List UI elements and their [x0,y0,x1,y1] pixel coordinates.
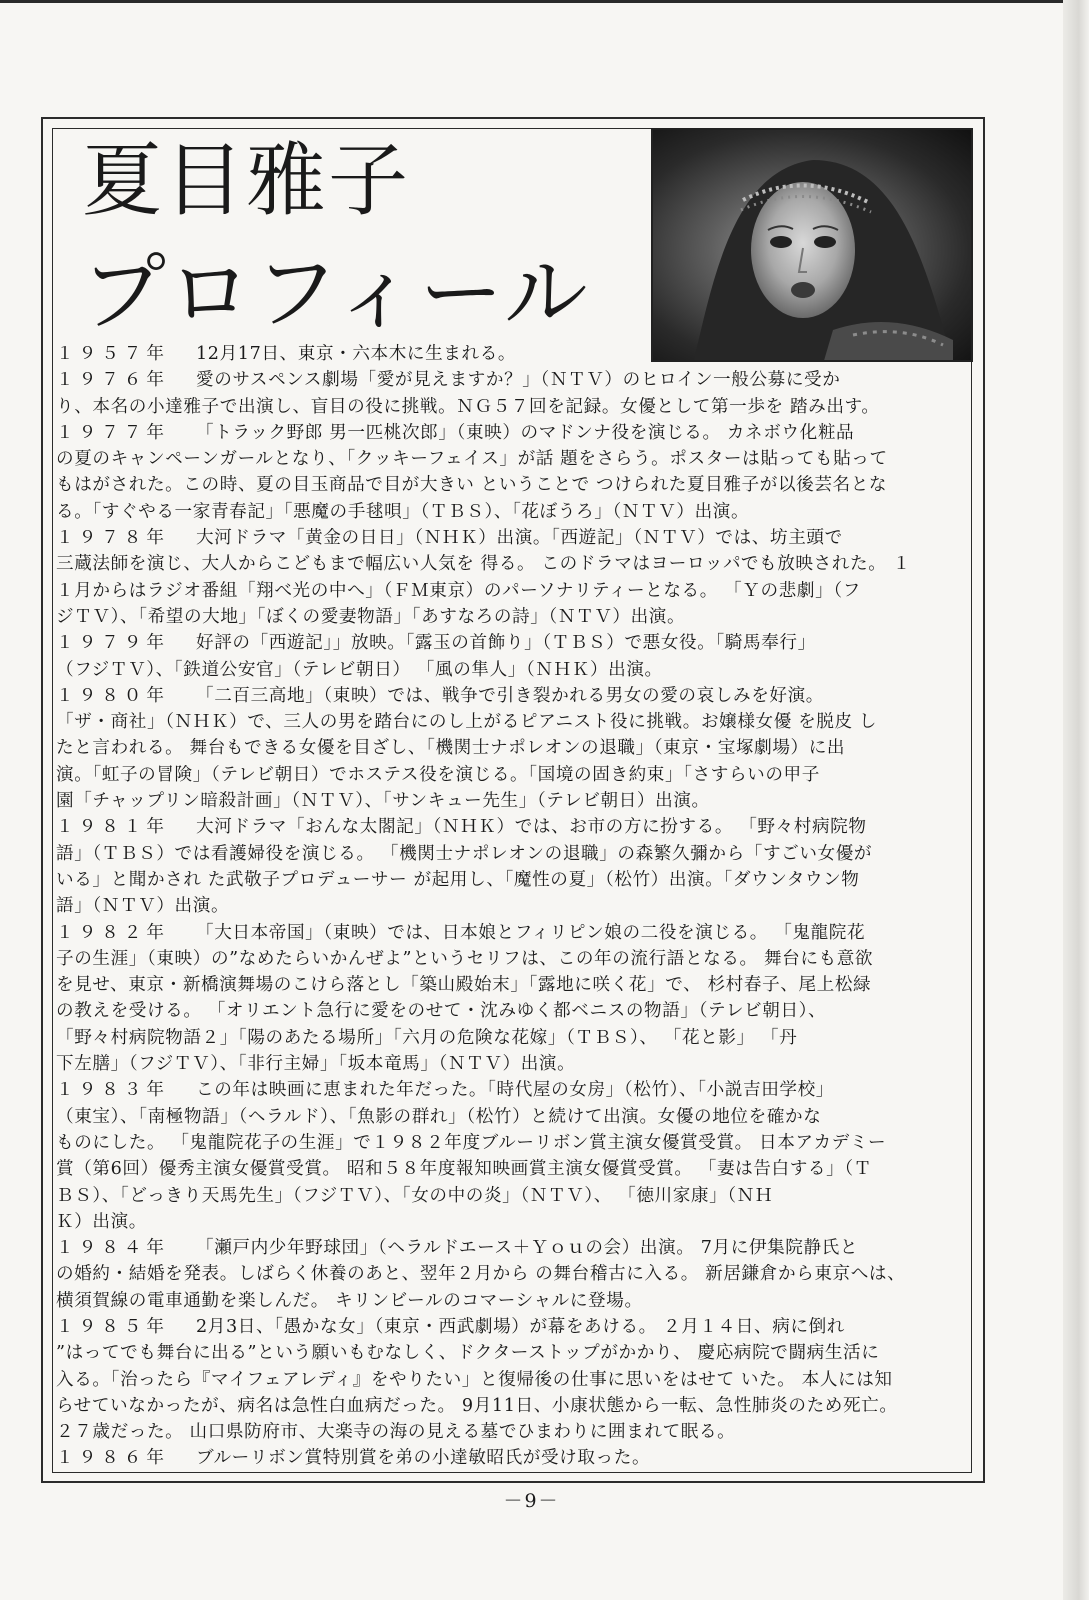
entry-line [56,657,968,683]
entry-line [56,1183,968,1209]
entry-text: たと言われる。 舞台もできる女優を目ざし、「機関士ナポレオンの退職」（東京・宝塚劇場）に出 [56,738,846,759]
entry-text: （フジＴＶ）、「鉄道公安官」（テレビ朝日） 「風の隼人」（ＮＨＫ）出演。 [56,659,663,680]
entry-first-line [56,1235,968,1261]
entry-line [56,998,968,1024]
entry-text: 入る。「治ったら『マイフェアレディ』をやりたい」と復帰後の仕事に思いをはせて いた。 本人には知 [56,1369,893,1390]
entry-text: を見せ、東京・新橋演舞場のこけら落とし「築山殿始末」「露地に咲く花」で、 杉村春子、尾上松緑 [56,975,872,996]
entry-year: １９８１年 [56,817,169,838]
profile-body [56,341,968,1472]
entry-text: 「野々村病院物語２」「陽のあたる場所」「六月の危険な花嫁」（ＴＢＳ）、 「花と影」 「丹 [56,1027,798,1048]
entry-line [56,946,968,972]
entry-text: 「瀬戸内少年野球団」（ヘラルドエース＋Ｙｏｕの会）出演。 7月に伊集院静氏と [196,1238,859,1259]
entry-text: 2月3日、「愚かな女」（東京・西武劇場）が幕をあける。 ２月１４日、病に倒れ [196,1316,845,1337]
entry-first-line [56,630,968,656]
entry-line [56,499,968,525]
entry-text: 「大日本帝国」（東映）では、日本娘とフィリピン娘の二役を演じる。 「鬼龍院花 [196,922,866,943]
entry-line [56,1156,968,1182]
entry-text: Ｋ）出演。 [56,1211,147,1232]
entry-line [56,472,968,498]
entry-first-line [56,1077,968,1103]
entry-text: らせていなかったが、病名は急性白血病だった。 9月11日、小康状態から一転、急性肺炎のため死亡。 [56,1395,898,1416]
entry-text: 賞（第6回）優秀主演女優賞受賞。 昭和５８年度報知映画賞主演女優賞受賞。 「妻は告白する」（Ｔ [56,1159,872,1180]
entry-line [56,893,968,919]
entry-text: 語」（ＴＢＳ）では看護婦役を演じる。 「機関士ナポレオンの退職」の森繁久彌から「すごい女優が [56,843,873,864]
entry-year: １９７８年 [56,528,169,549]
entry-text: 「ザ・商社」（ＮＨＫ）で、三人の男を踏台にのし上がるピアニスト役に挑戦。お嬢様女優 を脱皮 し [56,712,878,733]
entry-line [56,788,968,814]
entry-text: ものにした。 「鬼龍院花子の生涯」で１９８２年度ブルーリボン賞主演女優賞受賞。 日本アカデミー [56,1132,887,1153]
entry-text: 「二百三高地」（東映）では、戦争で引き裂かれる男女の愛の哀しみを好演。 [196,685,824,706]
entry-line [56,1104,968,1130]
entry-text: もはがされた。この時、夏の目玉商品で目が大きい ということで つけられた夏目雅子が以後芸名とな [56,475,888,496]
title-line-2: プロフィール [82,244,590,342]
entry-text: この年は映画に恵まれた年だった。「時代屋の女房」（松竹）、「小説吉田学校」 [196,1080,834,1101]
entry-text: （東宝）、「南極物語」（ヘラルド）、「魚影の群れ」（松竹）と続けて出演。女優の地位を確かな [56,1106,822,1127]
top-rule [0,0,1063,3]
entry-line [56,1261,968,1287]
entry-text: り、本名の小達雅子で出演し、盲目の役に挑戦。ＮＧ５７回を記録。女優として第一歩を 踏み出す。 [56,396,880,417]
entry-text: の教えを受ける。 「オリエント急行に愛をのせて・沈みゆく都ベニスの物語」（テレビ朝日）、 [56,1001,827,1022]
entry-text: 演。「虹子の冒険」（テレビ朝日）でホステス役を演じる。「国境の固き約束」「さすらいの甲子 [56,764,820,785]
entry-text: ２７歳だった。 山口県防府市、大楽寺の海の見える墓でひまわりに囲まれて眠る。 [56,1422,736,1443]
entry-first-line [56,920,968,946]
entry-year: １９８４年 [56,1238,169,1259]
entry-first-line [56,367,968,393]
entry-line [56,762,968,788]
entry-text: 子の生涯」（東映）の”なめたらいかんぜよ”というセリフは、この年の流行語となる。 舞台にも意欲 [56,948,874,969]
entry-year: １９７６年 [56,370,169,391]
entry-first-line [56,683,968,709]
entry-line [56,841,968,867]
entry-line [56,735,968,761]
entry-line [56,1393,968,1419]
entry-line [56,1288,968,1314]
entry-text: 大河ドラマ「黄金の日日」（ＮＨＫ）出演。「西遊記」（ＮＴＶ）では、坊主頭で [196,528,843,549]
entry-text: 三蔵法師を演じ、大人からこどもまで幅広い人気を 得る。 このドラマはヨーロッパでも放映された。 １ [56,554,911,575]
entry-line [56,709,968,735]
entry-year: １９８６年 [56,1448,169,1469]
page-edge [1063,0,1089,1600]
entry-line [56,1419,968,1445]
entry-text: 大河ドラマ「おんな太閤記」（ＮＨＫ）では、お市の方に扮する。 「野々村病院物 [196,817,867,838]
entry-text: る。「すぐやる一家青春記」「悪魔の手毬唄」（ＴＢＳ）、「花ぼうろ」（ＮＴＶ）出演。 [56,501,750,522]
entry-text: いる」と聞かされ た武敬子プロデューサー が起用し、「魔性の夏」（松竹）出演。「ダウンタウン物 [56,869,860,890]
entry-line [56,1367,968,1393]
entry-first-line [56,525,968,551]
entry-first-line [56,341,968,367]
entry-line [56,1051,968,1077]
entry-year: １９８５年 [56,1316,169,1337]
entry-text: の婚約・結婚を発表。しばらく休養のあと、翌年２月から の舞台稽古に入る。 新居鎌倉から東京へは、 [56,1264,906,1285]
entry-year: １９５７年 [56,344,169,364]
entry-line [56,1209,968,1235]
entry-line [56,446,968,472]
entry-year: １９７７年 [56,422,169,443]
entry-text: ブルーリボン賞特別賞を弟の小達敏昭氏が受け取った。 [196,1448,651,1469]
entry-line [56,394,968,420]
entry-text: 「トラック野郎 男一匹桃次郎」（東映）のマドンナ役を演じる。 カネボウ化粧品 [196,422,855,443]
entry-line [56,972,968,998]
entry-text: ”はってでも舞台に出る”という願いもむなしく、ドクターストップがかかり、 慶応病院で闘病生活に [56,1343,880,1364]
entry-text: １月からはラジオ番組「翔べ光の中へ」（ＦＭ東京）のパーソナリティーとなる。 「Ｙの悲劇」（フ [56,580,861,601]
entry-line [56,867,968,893]
entry-year: １９８０年 [56,685,169,706]
entry-year: １９８３年 [56,1080,169,1101]
entry-first-line [56,1445,968,1471]
portrait-photo [651,128,973,362]
entry-line [56,1025,968,1051]
entry-line [56,551,968,577]
entry-first-line [56,420,968,446]
entry-text: 下左膳」（フジＴＶ）、「非行主婦」「坂本竜馬」（ＮＴＶ）出演。 [56,1054,576,1075]
entry-text: 好評の「西遊記」」放映。「露玉の首飾り」（ＴＢＳ）で悪女役。「騎馬奉行」 [196,633,816,654]
entry-text: の夏のキャンペーンガールとなり、「クッキーフェイス」が話 題をさらう。ポスターは貼っても貼って [56,449,888,470]
entry-text: ＢＳ）、「どっきり天馬先生」（フジＴＶ）、「女の中の炎」（ＮＴＶ）、 「徳川家康」（ＮＨ [56,1185,774,1206]
entry-line [56,1340,968,1366]
entry-first-line [56,1314,968,1340]
portrait-illustration [653,130,973,362]
entry-text: 12月17日、東京・六本木に生まれる。 [196,344,517,364]
entry-line [56,1130,968,1156]
entry-text: 語」（ＮＴＶ）出演。 [56,896,230,917]
entry-text: 愛のサスペンス劇場「愛が見えますか？」（ＮＴＶ）のヒロイン一般公募に受か [196,370,841,391]
entry-text: ジＴＶ）、「希望の大地」「ぼくの愛妻物語」「あすなろの詩」（ＮＴＶ）出演。 [56,606,686,627]
title-line-1: 夏目雅子 [82,134,410,227]
page-number: －9－ [503,1490,560,1512]
entry-line [56,604,968,630]
entry-text: 横須賀線の電車通勤を楽しんだ。 キリンビールのコマーシャルに登場。 [56,1290,643,1311]
entry-line [56,578,968,604]
entry-year: １９８２年 [56,922,169,943]
entry-text: 園「チャップリン暗殺計画」（ＮＴＶ）、「サンキュー先生」（テレビ朝日）出演。 [56,791,710,812]
entry-year: １９７９年 [56,633,169,654]
entry-first-line [56,814,968,840]
